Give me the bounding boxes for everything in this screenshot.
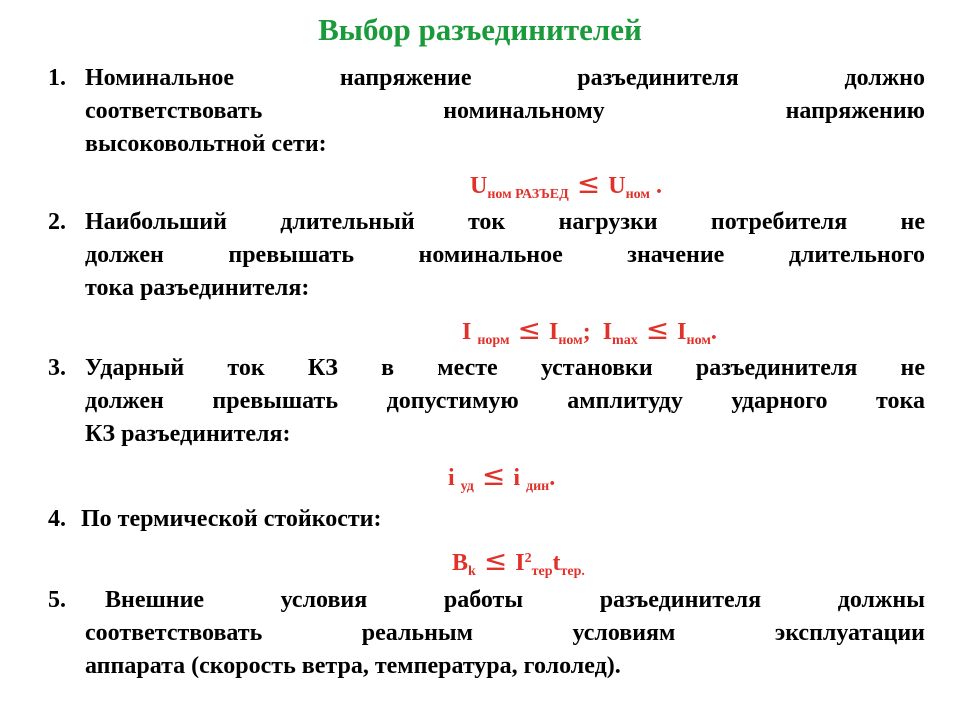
item-line: высоковольтной сети: xyxy=(85,131,327,157)
formula-voltage: $U_{ном РАЗЪЕД} \le U_{ном}$ . xyxy=(470,167,662,202)
item-line: должен превышать допустимую амплитуду ударного тока xyxy=(85,388,925,414)
item-line: аппарата (скорость ветра, температура, гололед). xyxy=(85,653,621,679)
item-line: КЗ разъединителя: xyxy=(85,421,291,447)
list-item-1 xyxy=(48,62,925,161)
list-item-5 xyxy=(48,584,925,683)
slide-title: Выбор разъединителей xyxy=(318,12,642,47)
item-line: тока разъединителя: xyxy=(85,275,310,301)
list-item-4 xyxy=(48,503,925,536)
item-line: Номинальное напряжение разъединителя должно xyxy=(85,65,925,91)
item-number: 3. xyxy=(48,355,66,381)
list-item-2 xyxy=(48,206,925,305)
item-line: соответствовать реальным условиям эксплуатации xyxy=(85,620,925,646)
formula-thermal: $B_k \le I^2_{тер}t_{тер.}$ xyxy=(452,544,585,579)
item-number: 4. xyxy=(48,506,66,532)
item-line: По термической стойкости: xyxy=(81,506,382,532)
item-line: должен превышать номинальное значение длительного xyxy=(85,242,925,268)
formula-shock-current: i $_{уд}$ ≤ i $_{дин}$. xyxy=(448,459,556,494)
item-line: Ударный ток КЗ в месте установки разъединителя не xyxy=(85,355,925,381)
item-line: Наибольший длительный ток нагрузки потребителя не xyxy=(85,209,925,235)
item-line: Внешние условия работы разъединителя должны xyxy=(105,587,925,613)
item-number: 1. xyxy=(48,65,66,91)
item-line: соответствовать номинальному напряжению xyxy=(85,98,925,124)
item-number: 2. xyxy=(48,209,66,235)
item-number: 5. xyxy=(48,587,66,613)
formula-current: I $_{норм} \le I_{ном}$; $I_{max} \le I_{ном}$. xyxy=(462,313,717,348)
list-item-3 xyxy=(48,352,925,451)
